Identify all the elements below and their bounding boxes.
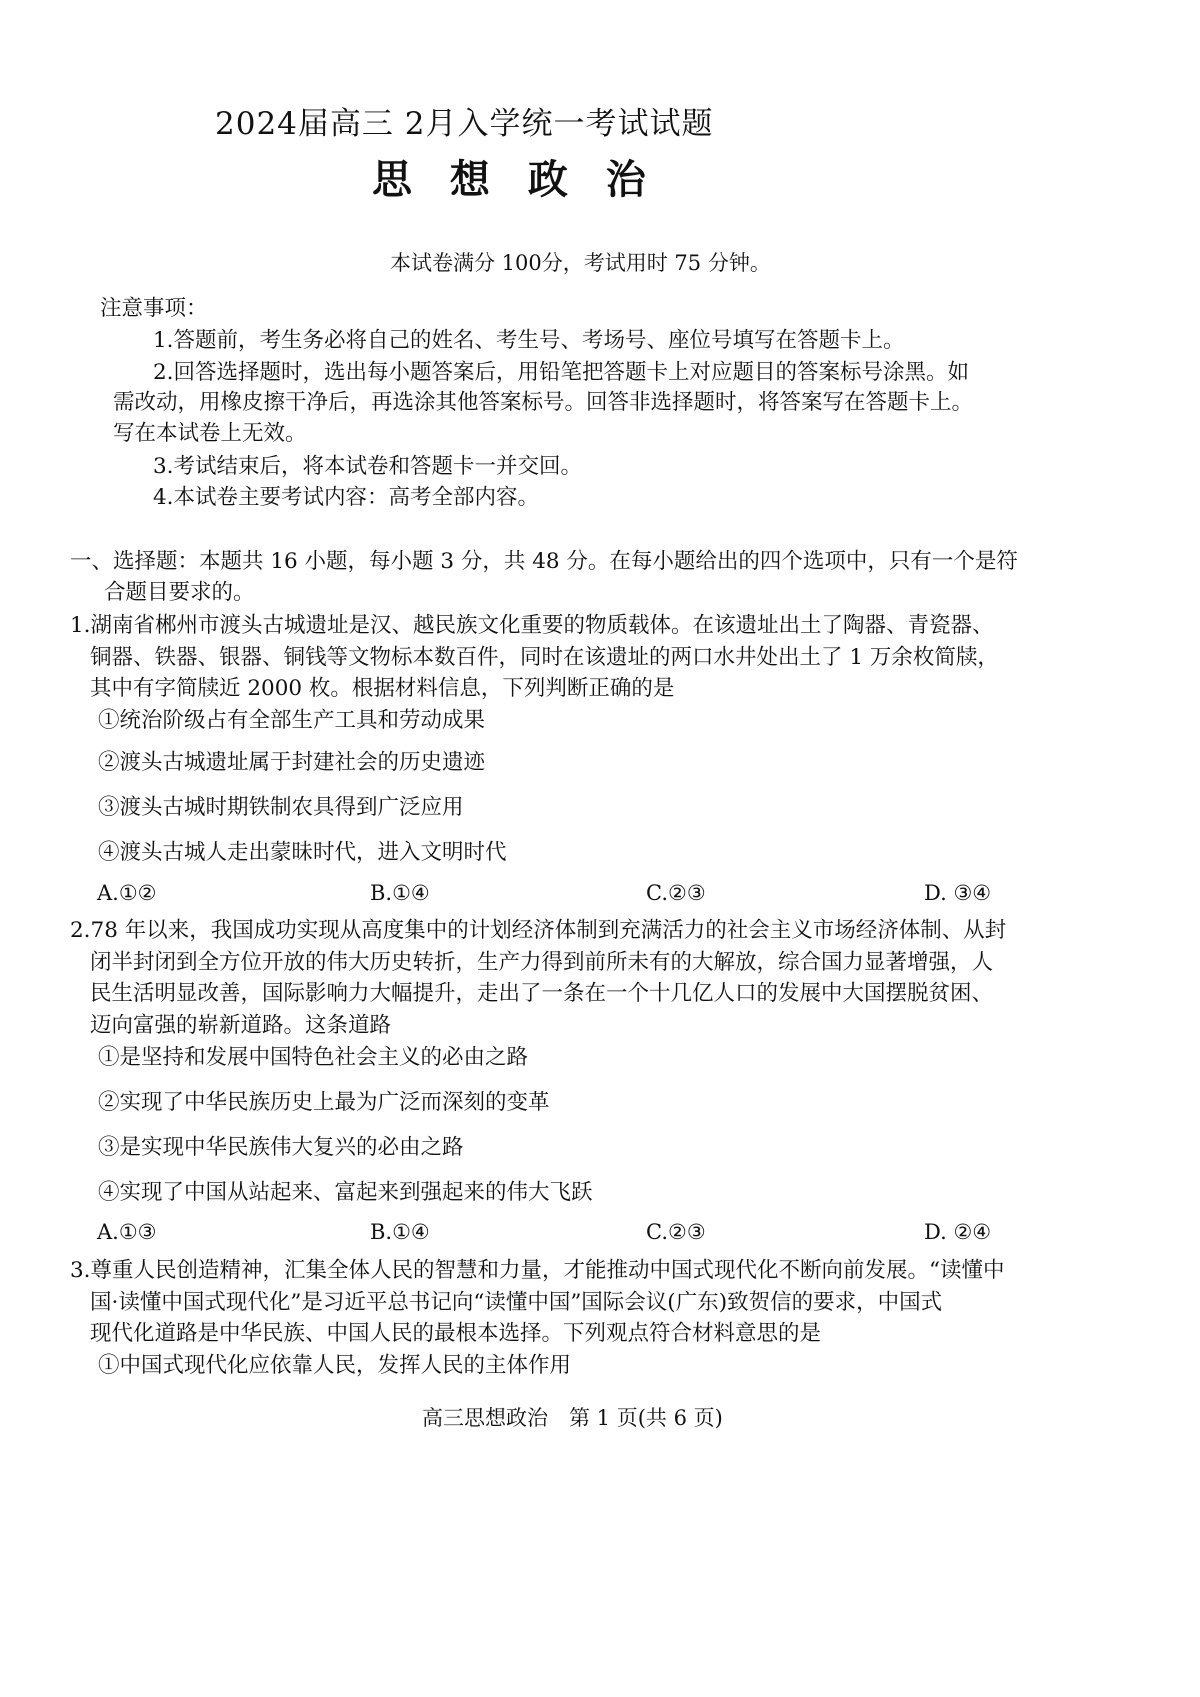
- question-2-option: ②实现了中华民族历史上最为广泛而深刻的变革: [98, 1090, 550, 1115]
- section-heading-cont: 合题目要求的。: [104, 580, 255, 605]
- notice-item: 3.考试结束后，将本试卷和答题卡一并交回。: [153, 454, 583, 479]
- question-2-choice-c: C.②③: [646, 1220, 706, 1244]
- question-1-choice-d: D. ③④: [924, 881, 992, 905]
- notice-heading: 注意事项：: [100, 296, 208, 321]
- question-2-text: 民生活明显改善，国际影响力大幅提升，走出了一条在一个十几亿人口的发展中大国摆脱贫困、: [90, 981, 994, 1006]
- question-2-choice-d: D. ②④: [924, 1220, 992, 1244]
- notice-item: 需改动，用橡皮擦干净后，再选涂其他答案标号。回答非选择题时，将答案写在答题卡上。: [113, 390, 974, 415]
- question-1-choice-b: B.①④: [370, 881, 430, 905]
- question-2-choice-b: B.①④: [370, 1220, 430, 1244]
- question-3-text: 国·读懂中国式现代化”是习近平总书记向“读懂中国”国际会议(广东)致贺信的要求，中国式: [90, 1290, 943, 1315]
- question-1-text: 铜器、铁器、银器、铜钱等文物标本数百件，同时在该遗址的两口水井处出土了 1 万余枚简牍，: [90, 645, 999, 670]
- section-heading: 一、选择题：本题共 16 小题，每小题 3 分，共 48 分。在每小题给出的四个选项中，只有一个是符: [70, 549, 1018, 574]
- exam-info: 本试卷满分 100分，考试用时 75 分钟。: [390, 251, 771, 275]
- question-1-option: ④渡头古城人走出蒙昧时代，进入文明时代: [98, 840, 507, 865]
- question-2-option: ③是实现中华民族伟大复兴的必由之路: [98, 1135, 464, 1160]
- question-1-choice-a: A.①②: [97, 881, 157, 905]
- question-2-option: ④实现了中国从站起来、富起来到强起来的伟大飞跃: [98, 1180, 593, 1205]
- question-2-text: 迈向富强的崭新道路。这条道路: [90, 1013, 392, 1038]
- question-2-text: 闭半封闭到全方位开放的伟大历史转折，生产力得到前所未有的大解放，综合国力显著增强，人: [90, 950, 994, 975]
- notice-item: 4.本试卷主要考试内容：高考全部内容。: [153, 485, 540, 510]
- question-2-choice-a: A.①③: [97, 1220, 157, 1244]
- question-2-option: ①是坚持和发展中国特色社会主义的必由之路: [98, 1045, 529, 1070]
- question-1-option: ①统治阶级占有全部生产工具和劳动成果: [98, 708, 486, 733]
- question-1-text: 1.湖南省郴州市渡头古城遗址是汉、越民族文化重要的物质载体。在该遗址出土了陶器、青瓷器、: [70, 613, 994, 638]
- question-2-text: 2.78 年以来，我国成功实现从高度集中的计划经济体制到充满活力的社会主义市场经济体制、从封: [70, 918, 1007, 943]
- question-1-text: 其中有字简牍近 2000 枚。根据材料信息，下列判断正确的是: [90, 676, 675, 701]
- exam-title: 2024届高三 2月入学统一考试试题: [215, 106, 714, 142]
- question-3-text: 3.尊重人民创造精神，汇集全体人民的智慧和力量，才能推动中国式现代化不断向前发展。“读懂中: [70, 1258, 1005, 1283]
- question-3-text: 现代化道路是中华民族、中国人民的最根本选择。下列观点符合材料意思的是: [90, 1321, 822, 1346]
- question-1-choice-c: C.②③: [646, 881, 706, 905]
- page-footer: 高三思想政治 第 1 页(共 6 页): [422, 1406, 723, 1430]
- question-3-option: ①中国式现代化应依靠人民，发挥人民的主体作用: [98, 1353, 572, 1378]
- notice-item: 1.答题前，考生务必将自己的姓名、考生号、考场号、座位号填写在答题卡上。: [153, 328, 905, 353]
- question-1-option: ②渡头古城遗址属于封建社会的历史遗迹: [98, 750, 486, 775]
- subject-title: 思 想 政 治: [372, 156, 658, 203]
- question-1-option: ③渡头古城时期铁制农具得到广泛应用: [98, 795, 464, 820]
- notice-item: 写在本试卷上无效。: [113, 421, 307, 446]
- notice-item: 2.回答选择题时，选出每小题答案后，用铅笔把答题卡上对应题目的答案标号涂黑。如: [153, 360, 970, 385]
